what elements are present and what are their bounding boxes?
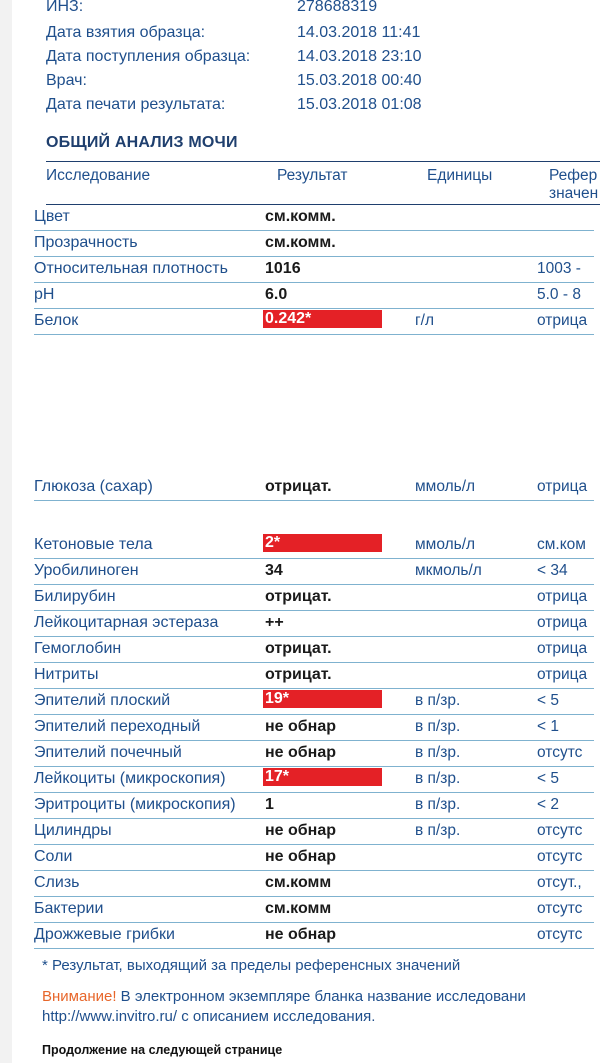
- table-row: [34, 663, 594, 689]
- test-name: Белок: [34, 312, 79, 329]
- attention-text-line2: с описанием исследования.: [177, 1008, 376, 1025]
- table-row: [34, 845, 594, 871]
- test-result: отрицат.: [265, 666, 332, 683]
- test-result: см.комм: [265, 874, 332, 891]
- table-row: [34, 283, 594, 309]
- header-label-sample-date: Дата взятия образца:: [46, 24, 206, 41]
- test-reference: отсутс: [537, 744, 583, 761]
- table-row: [34, 231, 594, 257]
- test-result-flagged: 17*: [263, 768, 382, 786]
- test-name: pH: [34, 286, 55, 303]
- header-value-received-date: 14.03.2018 23:10: [297, 48, 422, 65]
- column-header-reference-line1: Рефер: [549, 167, 598, 184]
- test-name: Кетоновые тела: [34, 536, 153, 553]
- table-row: [34, 897, 594, 923]
- test-units: г/л: [415, 312, 435, 329]
- test-reference: отсутс: [537, 900, 583, 917]
- test-result: отрицат.: [265, 588, 332, 605]
- test-result: не обнар: [265, 744, 336, 761]
- header-label-print-date: Дата печати результата:: [46, 96, 226, 113]
- test-units: ммоль/л: [415, 478, 476, 495]
- row-divider: [34, 334, 594, 335]
- test-result: 34: [265, 562, 283, 579]
- row-divider: [34, 500, 594, 501]
- table-row: [34, 585, 594, 611]
- test-reference: 5.0 - 8: [537, 286, 581, 303]
- header-label-inz: ИНЗ:: [46, 0, 84, 15]
- attention-note: [42, 987, 526, 1027]
- test-reference: см.ком: [537, 536, 586, 553]
- test-result: 1: [265, 796, 274, 813]
- test-result: не обнар: [265, 718, 336, 735]
- column-header-name: Исследование: [46, 167, 151, 184]
- test-reference: отрица: [537, 312, 588, 329]
- test-name: Нитриты: [34, 666, 99, 683]
- table-row: [34, 871, 594, 897]
- test-reference: отсутс: [537, 926, 583, 943]
- test-units: в п/зр.: [415, 744, 461, 761]
- lab-report-page: [12, 0, 600, 1063]
- test-name: Эпителий почечный: [34, 744, 182, 761]
- test-units: ммоль/л: [415, 536, 476, 553]
- header-label-received-date: Дата поступления образца:: [46, 48, 251, 65]
- test-name: Прозрачность: [34, 234, 138, 251]
- header-value-print-date: 15.03.2018 01:08: [297, 96, 422, 113]
- test-reference: отрица: [537, 666, 588, 683]
- test-units: в п/зр.: [415, 822, 461, 839]
- test-reference: 1003 -: [537, 260, 581, 277]
- test-name: Билирубин: [34, 588, 116, 605]
- test-name: Бактерии: [34, 900, 104, 917]
- table-row: [34, 637, 594, 663]
- test-result: см.комм.: [265, 234, 336, 251]
- table-row: [34, 559, 594, 585]
- test-result: 6.0: [265, 286, 288, 303]
- table-row: [34, 257, 594, 283]
- test-reference: отрица: [537, 478, 588, 495]
- table-row: [34, 741, 594, 767]
- header-value-inz: 278688319: [297, 0, 378, 15]
- table-row: [34, 793, 594, 819]
- table-row: [34, 309, 594, 335]
- test-reference: отсутс: [537, 848, 583, 865]
- table-row: [34, 767, 594, 793]
- test-name: Лейкоцитарная эстераза: [34, 614, 219, 631]
- test-result: не обнар: [265, 848, 336, 865]
- row-divider: [34, 948, 594, 949]
- test-reference: отсут.,: [537, 874, 582, 891]
- test-name: Гемоглобин: [34, 640, 122, 657]
- column-header-units: Единицы: [427, 167, 493, 184]
- column-header-reference: [549, 167, 598, 203]
- test-reference: < 2: [537, 796, 559, 813]
- invitro-link[interactable]: http://www.invitro.ru/: [42, 1008, 178, 1025]
- test-name: Лейкоциты (микроскопия): [34, 770, 226, 787]
- header-value-doctor: 15.03.2018 00:40: [297, 72, 422, 89]
- test-units: в п/зр.: [415, 770, 461, 787]
- column-header-reference-line2: значен: [549, 185, 599, 202]
- test-result-flagged: 0.242*: [263, 310, 382, 328]
- test-result-flagged: 2*: [263, 534, 382, 552]
- header-value-sample-date: 14.03.2018 11:41: [297, 24, 421, 41]
- test-name: Слизь: [34, 874, 80, 891]
- table-row: [34, 923, 594, 949]
- attention-text-line1: В электронном экземпляре бланка название исследовани: [116, 988, 526, 1005]
- table-row: [34, 819, 594, 845]
- table-row: [34, 611, 594, 637]
- test-units: в п/зр.: [415, 692, 461, 709]
- test-result: не обнар: [265, 822, 336, 839]
- page-edge: [0, 0, 12, 1063]
- test-reference: < 5: [537, 770, 559, 787]
- test-reference: отрица: [537, 640, 588, 657]
- test-result: отрицат.: [265, 478, 332, 495]
- test-result: см.комм.: [265, 208, 336, 225]
- column-header-result: Результат: [277, 167, 348, 184]
- test-reference: < 34: [537, 562, 568, 579]
- table-row: [34, 715, 594, 741]
- table-row: [34, 205, 594, 231]
- test-units: в п/зр.: [415, 796, 461, 813]
- test-name: Уробилиноген: [34, 562, 139, 579]
- test-name: Соли: [34, 848, 73, 865]
- attention-warning: Внимание!: [42, 988, 117, 1005]
- table-row: [34, 689, 594, 715]
- test-units: мкмоль/л: [415, 562, 482, 579]
- test-result: 1016: [265, 260, 301, 277]
- test-name: Относительная плотность: [34, 260, 228, 277]
- test-result: не обнар: [265, 926, 336, 943]
- test-reference: отсутс: [537, 822, 583, 839]
- table-row: [34, 475, 594, 501]
- test-name: Эпителий плоский: [34, 692, 171, 709]
- continued-notice: Продолжение на следующей странице: [42, 1043, 283, 1057]
- test-result: см.комм: [265, 900, 332, 917]
- test-result: отрицат.: [265, 640, 332, 657]
- test-name: Эпителий переходный: [34, 718, 201, 735]
- table-row: [34, 533, 594, 559]
- test-name: Цвет: [34, 208, 70, 225]
- test-name: Эритроциты (микроскопия): [34, 796, 236, 813]
- header-label-doctor: Врач:: [46, 72, 87, 89]
- test-name: Глюкоза (сахар): [34, 478, 153, 495]
- test-name: Цилиндры: [34, 822, 112, 839]
- section-title: ОБЩИЙ АНАЛИЗ МОЧИ: [46, 134, 238, 151]
- test-reference: отрица: [537, 588, 588, 605]
- test-reference: < 1: [537, 718, 559, 735]
- test-reference: отрица: [537, 614, 588, 631]
- test-name: Дрожжевые грибки: [34, 926, 175, 943]
- test-reference: < 5: [537, 692, 559, 709]
- table-header-top-line: [46, 161, 600, 162]
- test-result-flagged: 19*: [263, 690, 382, 708]
- test-result: ++: [265, 614, 284, 631]
- test-units: в п/зр.: [415, 718, 461, 735]
- footnote: * Результат, выходящий за пределы референсных значений: [42, 957, 461, 974]
